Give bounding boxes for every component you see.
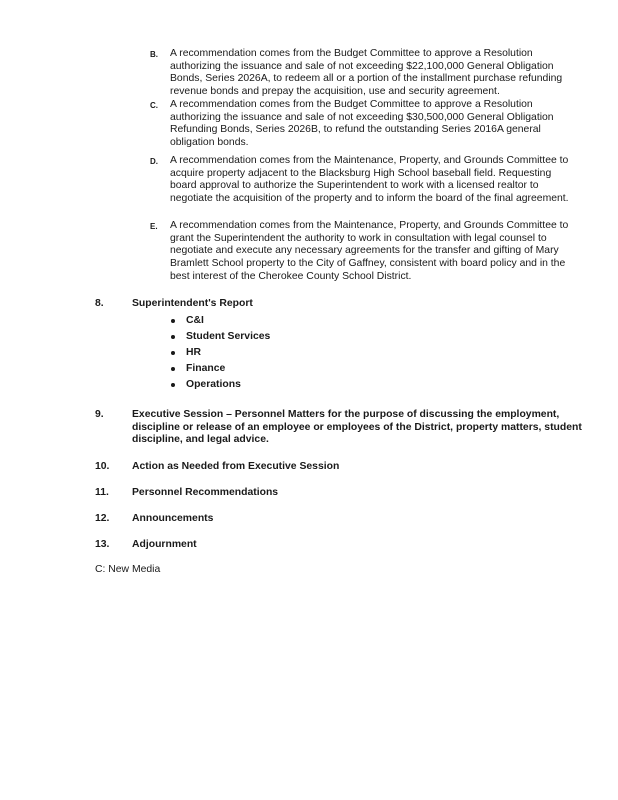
- bullet-icon: [171, 319, 175, 323]
- agenda-item-number: 8.: [95, 298, 104, 309]
- agenda-item-title-personnel: Personnel Recommendations: [132, 487, 279, 498]
- agenda-item-number: 9.: [95, 409, 104, 420]
- bullet-icon: [171, 367, 175, 371]
- agenda-item-title-adjournment: Adjournment: [132, 539, 197, 550]
- agenda-item-title-superintendent-report: Superintendent's Report: [132, 298, 253, 309]
- agenda-item-number: 10.: [95, 461, 110, 472]
- agenda-subitem-b: [152, 48, 572, 99]
- subitem-text: A recommendation comes from the Maintenance, Property, and Grounds Committee to acquire property adjacent to the Blacksburg High School baseball field. Requesting board approval to authorize the Superintendent to work with a licensed realtor to negotiate the acquisition of the property and to inform the board of the final agreement.: [170, 155, 569, 205]
- bullet-icon: [171, 351, 175, 355]
- report-bullet-ci: C&I: [168, 315, 270, 331]
- report-bullet-finance: Finance: [168, 363, 270, 379]
- subitem-text: A recommendation comes from the Budget Committee to approve a Resolution authorizing the issuance and sale of not exceeding $22,100,000 General Obligation Bonds, Series 2026A, to redeem all or a portion of the installment purchase refunding revenue bonds and prepay the acquisition, use and security agreement.: [170, 48, 563, 98]
- report-bullet-operations: Operations: [168, 379, 270, 395]
- agenda-subitem-d: [152, 155, 572, 206]
- bullet-icon: [171, 335, 175, 339]
- report-bullet-student-services: Student Services: [168, 331, 270, 347]
- agenda-item-number: 11.: [95, 487, 109, 498]
- footer-cc-note: C: New Media: [95, 564, 161, 575]
- subitem-letter: B.: [150, 50, 158, 59]
- subitem-letter: D.: [150, 157, 158, 166]
- subitem-letter: E.: [150, 222, 158, 231]
- superintendent-report-list: [168, 315, 270, 395]
- report-bullet-hr: HR: [168, 347, 270, 363]
- subitem-text: A recommendation comes from the Maintenance, Property, and Grounds Committee to grant the Superintendent the authority to work in consultation with legal counsel to negotiate and execute any necessary agreements for the transfer and gifting of Mary Bramlett School property to the City of Gaffney, consistent with board policy and in the best interest of the Cherokee County School District.: [170, 220, 569, 282]
- agenda-item-number: 12.: [95, 513, 110, 524]
- agenda-item-title-executive-session: Executive Session – Personnel Matters for the purpose of discussing the employment, discipline or release of an employee or employees of the District, property matters, student discipline, and legal advice.: [132, 409, 582, 446]
- agenda-item-number: 13.: [95, 539, 110, 550]
- agenda-item-title-action-executive: Action as Needed from Executive Session: [132, 461, 340, 472]
- agenda-item-title-announcements: Announcements: [132, 513, 214, 524]
- subitem-text: A recommendation comes from the Budget Committee to approve a Resolution authorizing the issuance and sale of not exceeding $30,500,000 General Obligation Refunding Bonds, Series 2026B, to refund the outstanding Series 2016A general obligation bonds.: [170, 99, 554, 149]
- subitem-letter: C.: [150, 101, 158, 110]
- agenda-subitem-c: [152, 99, 572, 150]
- agenda-subitem-e: [152, 220, 572, 284]
- bullet-icon: [171, 383, 175, 387]
